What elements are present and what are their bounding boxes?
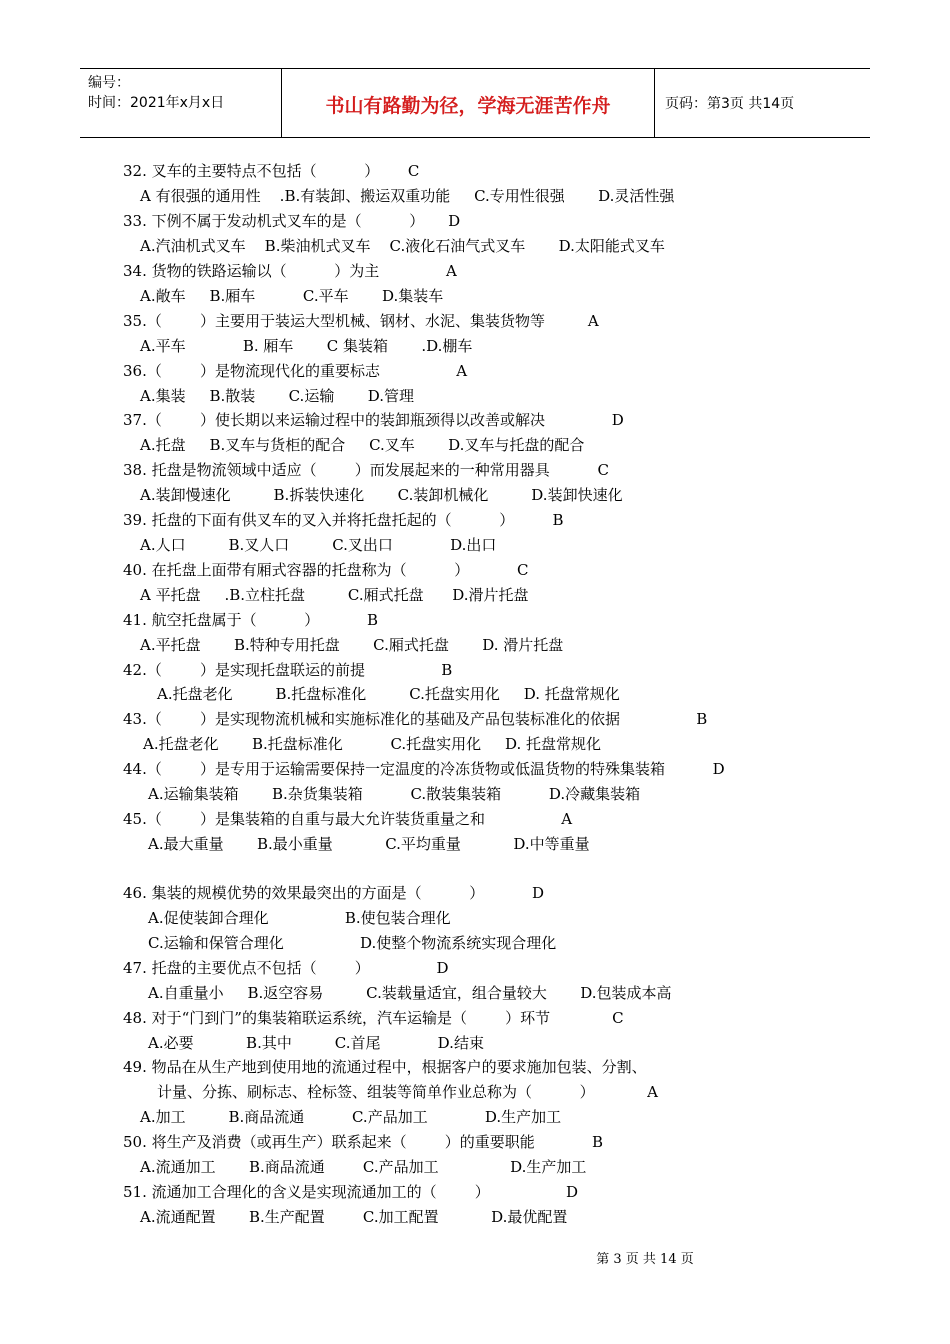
question-38: 38. 托盘是物流领域中适应（ ）而发展起来的一种常用器具 C	[123, 461, 609, 479]
question-35: 35.（ ）主要用于装运大型机械、钢材、水泥、集装货物等 A	[123, 312, 599, 330]
question-49: 49. 物品在从生产地到使用地的流通过程中，根据客户的要求施加包装、分割、	[123, 1058, 647, 1076]
options-48: A.必要 B.其中 C.首尾 D.结束	[148, 1034, 484, 1052]
options-33: A.汽油机式叉车 B.柴油机式叉车 C.液化石油气式叉车 D.太阳能式叉车	[140, 237, 665, 255]
options-49: A.加工 B.商品流通 C.产品加工 D.生产加工	[140, 1108, 562, 1126]
page-footer: 第 3 页 共 14 页	[596, 1252, 694, 1267]
question-46: 46. 集装的规模优势的效果最突出的方面是（ ） D	[123, 884, 545, 902]
question-44: 44.（ ）是专用于运输需要保持一定温度的冷冻货物或低温货物的特殊集装箱 D	[123, 760, 725, 778]
question-48: 48. 对于“门到门”的集装箱联运系统，汽车运输是（ ）环节 C	[123, 1009, 624, 1027]
options-41: A.平托盘 B.特种专用托盘 C.厢式托盘 D. 滑片托盘	[140, 636, 564, 654]
options-47: A.自重量小 B.返空容易 C.装载量适宜，组合量较大 D.包装成本高	[148, 984, 672, 1002]
options-42: A.托盘老化 B.托盘标准化 C.托盘实用化 D. 托盘常规化	[157, 685, 620, 703]
question-40: 40. 在托盘上面带有厢式容器的托盘称为（ ） C	[123, 561, 529, 579]
options-51: A.流通配置 B.生产配置 C.加工配置 D.最优配置	[140, 1208, 568, 1226]
options-35: A.平车 B. 厢车 C 集装箱 .D.棚车	[140, 337, 473, 355]
options-32: A 有很强的通用性 .B.有装卸、搬运双重功能 C.专用性很强 D.灵活性强	[140, 187, 675, 205]
options-46-b: C.运输和保管合理化 D.使整个物流系统实现合理化	[148, 934, 557, 952]
question-47: 47. 托盘的主要优点不包括（ ） D	[123, 959, 449, 977]
question-43: 43.（ ）是实现物流机械和实施标准化的基础及产品包装标准化的依据 B	[123, 710, 708, 728]
options-40: A 平托盘 .B.立柱托盘 C.厢式托盘 D.滑片托盘	[140, 586, 529, 604]
options-46-a: A.促使装卸合理化 B.使包装合理化	[148, 909, 451, 927]
options-45: A.最大重量 B.最小重量 C.平均重量 D.中等重量	[148, 835, 590, 853]
serial-label: 编号：	[88, 75, 130, 91]
question-49-cont: 计量、分拣、刷标志、栓标签、组装等简单作业总称为（ ） A	[157, 1083, 658, 1101]
options-44: A.运输集装箱 B.杂货集装箱 C.散装集装箱 D.冷藏集装箱	[148, 785, 641, 803]
date-line: 时间：2021年x月x日	[88, 95, 225, 111]
question-32: 32. 叉车的主要特点不包括（ ） C	[123, 162, 420, 180]
motto: 书山有路勤为径，学海无涯苦作舟	[325, 95, 611, 117]
question-36: 36.（ ）是物流现代化的重要标志 A	[123, 362, 468, 380]
options-43: A.托盘老化 B.托盘标准化 C.托盘实用化 D. 托盘常规化	[143, 735, 602, 753]
page-code: 页码：第3页 共14页	[665, 96, 795, 112]
options-34: A.敞车 B.厢车 C.平车 D.集装车	[140, 287, 444, 305]
options-36: A.集装 B.散装 C.运输 D.管理	[140, 387, 414, 405]
options-50: A.流通加工 B.商品流通 C.产品加工 D.生产加工	[140, 1158, 587, 1176]
question-51: 51. 流通加工合理化的含义是实现流通加工的（ ） D	[123, 1183, 579, 1201]
question-50: 50. 将生产及消费（或再生产）联系起来（ ）的重要职能 B	[123, 1133, 604, 1151]
question-42: 42.（ ）是实现托盘联运的前提 B	[123, 661, 453, 679]
question-34: 34. 货物的铁路运输以（ ）为主 A	[123, 262, 457, 280]
options-37: A.托盘 B.叉车与货柜的配合 C.叉车 D.叉车与托盘的配合	[140, 436, 585, 454]
question-37: 37.（ ）使长期以来运输过程中的装卸瓶颈得以改善或解决 D	[123, 411, 624, 429]
question-33: 33. 下例不属于发动机式叉车的是（ ） D	[123, 212, 461, 230]
question-39: 39. 托盘的下面有供叉车的叉入并将托盘托起的（ ） B	[123, 511, 564, 529]
question-45: 45.（ ）是集装箱的自重与最大允许装货重量之和 A	[123, 810, 573, 828]
options-38: A.装卸慢速化 B.拆装快速化 C.装卸机械化 D.装卸快速化	[140, 486, 623, 504]
options-39: A.人口 B.叉人口 C.叉出口 D.出口	[140, 536, 497, 554]
question-41: 41. 航空托盘属于（ ） B	[123, 611, 379, 629]
